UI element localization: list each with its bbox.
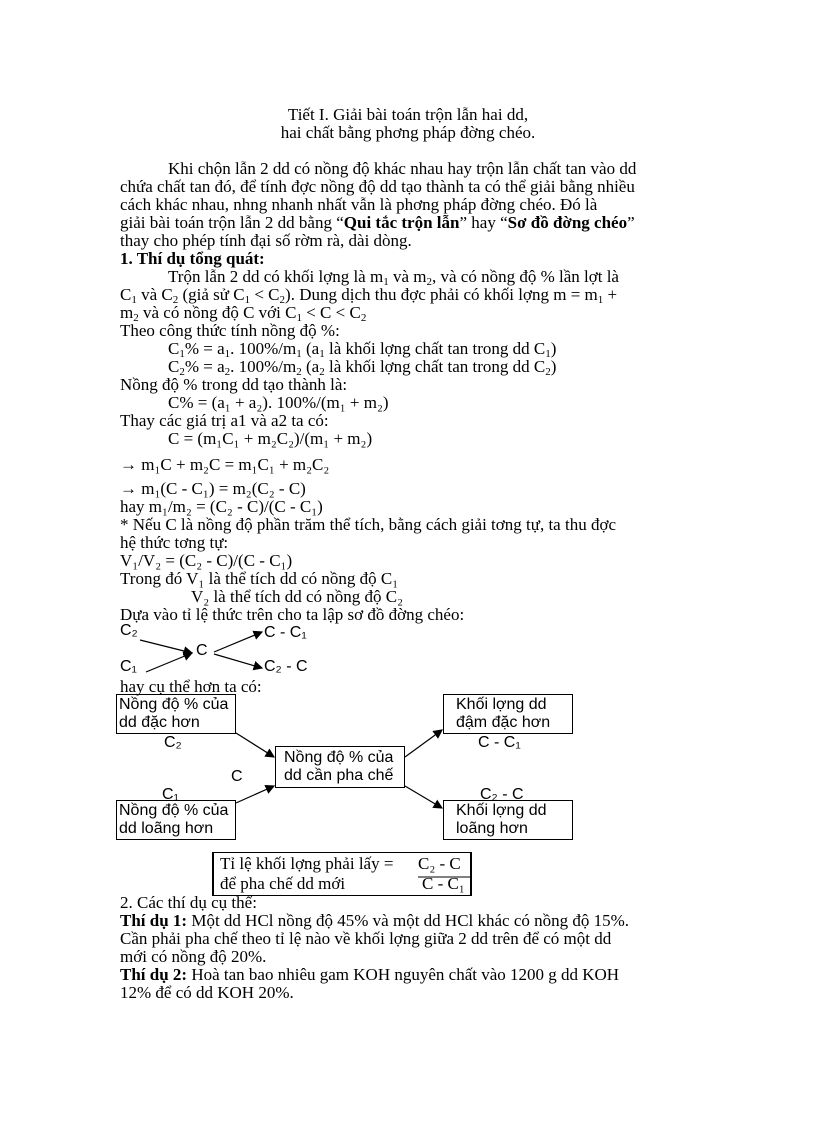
box-concentrated-concentration: Nồng độ % của dd đặc hơn (116, 694, 236, 734)
label-c: C (231, 768, 243, 785)
intro-line-4: giải bài toán trộn lẫn 2 dd bằng “Qui tắc trộn lẫn” hay “Sơ đồ đờng chéo” (120, 213, 635, 232)
label-c2: C₂ (164, 734, 182, 751)
s1-line-4: Theo công thức tính nồng độ %: (120, 321, 340, 340)
mini-c2-minus-c: C₂ - C (264, 658, 308, 675)
s1-line-11: Dựa vào tỉ lệ thức trên cho ta lập sơ đồ đờng chéo: (120, 605, 465, 624)
label-c2-minus-c: C₂ - C (480, 786, 524, 803)
s1-line-5: Nồng độ % trong dd tạo thành là: (120, 375, 348, 394)
formula-step-1: → m₁C + m₂C = m₁C₁ + m₂C₂ (120, 455, 330, 474)
s1-line-12: hay cụ thể hơn ta có: (120, 677, 262, 696)
example-1-line-3: mới có nồng độ 20%. (120, 947, 267, 966)
ratio-denominator: C - C₁ (422, 874, 465, 893)
formula-ratio-volume: V₁/V₂ = (C₂ - C)/(C - C₁) (120, 551, 293, 570)
intro-line-1: Khi chộn lẫn 2 dd có nồng độ khác nhau hay trộn lẫn chất tan vào dd (168, 159, 637, 178)
example-1-line-2: Cần phải pha chế theo tỉ lệ nào về khối lợng giữa 2 dd trên để có một dd (120, 929, 612, 948)
box-concentrated-mass: Khối lợng dd đậm đặc hơn (443, 694, 573, 734)
example-2-line-1: Thí dụ 2: Hoà tan bao nhiêu gam KOH nguyên chất vào 1200 g dd KOH (120, 965, 620, 984)
formula-c-total: C% = (a₁ + a₂). 100%/(m₁ + m₂) (168, 393, 389, 412)
ratio-label-2: để pha chế dd mới (220, 874, 346, 893)
intro-line-2: chứa chất tan đó, để tính đợc nồng độ dd tạo thành ta có thể giải bằng nhiều (120, 177, 635, 196)
example-2-line-2: 12% để có dd KOH 20%. (120, 983, 294, 1002)
arrow-tl-to-mid (236, 733, 274, 757)
box-target-concentration: Nồng độ % của dd cần pha chế (275, 746, 405, 788)
label-c1: C₁ (162, 786, 179, 803)
label-c-minus-c1: C - C₁ (478, 734, 521, 751)
mini-c2: C₂ (120, 622, 138, 639)
formula-c1: $C_1\% = a_1$. $100\%/m_1$ ($a_1$ là khối lợng chất tan trong dd $C_1$) (168, 339, 557, 360)
mini-c1: C₁ (120, 658, 137, 675)
mini-c: C (196, 642, 208, 659)
arrow-c-to-bottom (214, 654, 262, 668)
rule-name: Qui tắc trộn lẫn (343, 213, 460, 232)
formula-c2: $C_2\% = a_2$. $100\%/m_2$ ($a_2$ là khối lợng chất tan trong dd $C_2$) (168, 357, 557, 378)
s1-line-10: V₂ là thể tích dd có nồng độ C₂ (191, 587, 404, 606)
ratio-label-1: Tỉ lệ khối lợng phải lấy = (220, 854, 394, 873)
section2-heading: 2. Các thí dụ cụ thể: (120, 893, 257, 912)
arrow-c1-to-c (146, 653, 192, 672)
section1-heading: 1. Thí dụ tổng quát: (120, 249, 265, 268)
arrow-c2-to-c (140, 640, 192, 653)
box-dilute-mass: Khối lợng dd loãng hơn (443, 800, 573, 840)
arrow-c-to-top (214, 632, 262, 652)
formula-c-mix: C = (m₁C₁ + m₂C₂)/(m₁ + m₂) (168, 429, 373, 448)
ratio-box (212, 852, 472, 896)
s1-line-6: Thay các giá trị a1 và a2 ta có: (120, 411, 329, 430)
title-line-1: Tiết I. Giải bài toán trộn lẫn hai dd, (287, 105, 529, 124)
ratio-numerator: C₂ - C (418, 854, 461, 873)
mini-c-minus-c1: C - C₁ (264, 624, 307, 641)
s1-line-9: Trong đó V₁ là thể tích dd có nồng độ C₁ (120, 569, 399, 588)
formula-step-2: → m₁(C - C₁) = m₂(C₂ - C) (120, 479, 306, 498)
s1-line-8: hệ thức tơng tự: (120, 533, 229, 552)
arrow-bl-to-mid (236, 786, 274, 803)
s1-line-7: * Nếu C là nồng độ phần trăm thể tích, bằng cách giải tơng tự, ta thu đợc (120, 515, 616, 534)
intro-line-3: cách khác nhau, nhng nhanh nhất vẫn là phơng pháp đờng chéo. Đó là (120, 195, 598, 214)
diagram-name: Sơ đồ đờng chéo (507, 213, 628, 232)
s1-line-2: $C_1$ và $C_2$ (giả sử $C_1 < C_2$). Dung dịch thu đợc phải có khối lợng $m = m_1$ + (120, 285, 618, 306)
s1-line-3: $m_2$ và có nồng độ C với $C_1 < C < C_2$ (120, 303, 367, 324)
title-line-2: hai chất bằng phơng pháp đờng chéo. (280, 123, 536, 142)
formula-ratio-mass: hay m₁/m₂ = (C₂ - C)/(C - C₁) (120, 497, 323, 516)
arrow-mid-to-br (405, 786, 442, 808)
example-1-line-1: Thí dụ 1: Một dd HCl nồng độ 45% và một dd HCl khác có nồng độ 15%. (120, 911, 630, 930)
s1-line-1: Trộn lẫn 2 dd có khối lợng là $m_1$ và $m_2$, và có nồng độ % lần lợt là (168, 267, 619, 288)
arrow-mid-to-tr (405, 730, 442, 757)
box-dilute-concentration: Nồng độ % của dd loãng hơn (116, 800, 236, 840)
intro-line-5: thay cho phép tính đại số rờm rà, dài dòng. (120, 231, 412, 250)
